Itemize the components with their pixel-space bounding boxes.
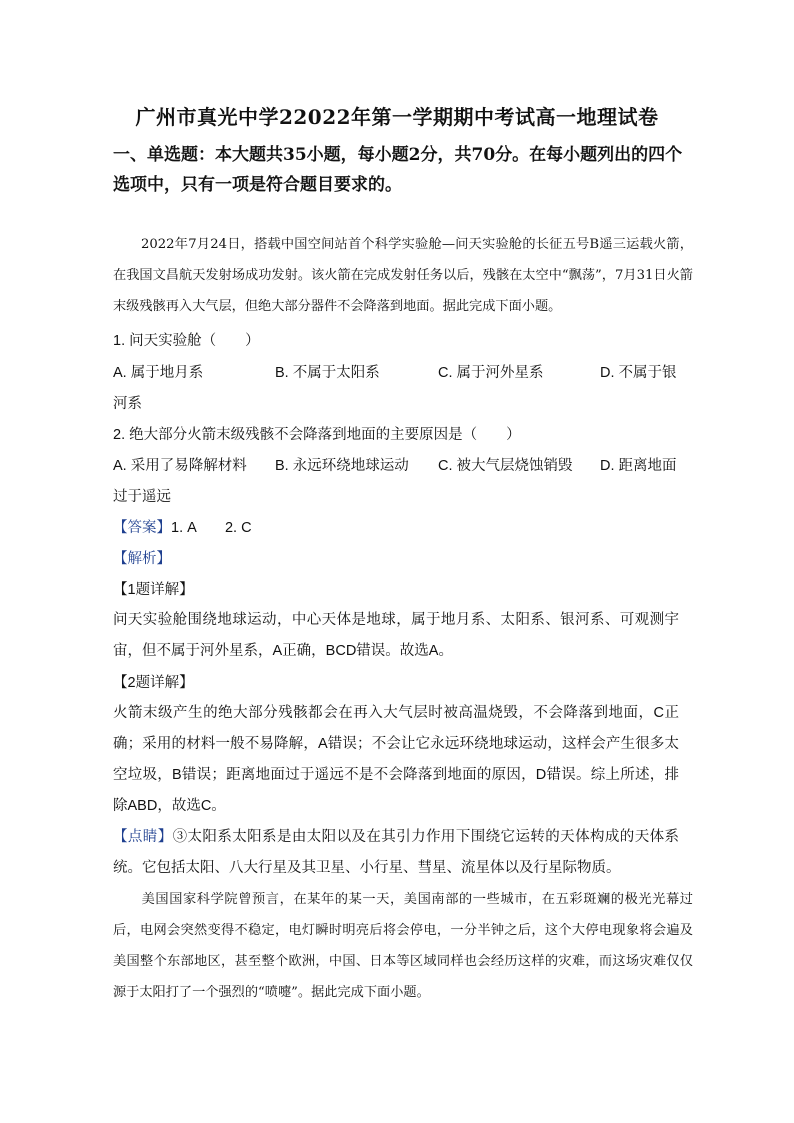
section-heading: 一、单选题：本大题共35小题，每小题2分，共70分。在每小题列出的四个选项中，只有一项是符合题目要求的。 (113, 145, 683, 195)
tip-label: 【点睛】 (113, 829, 173, 845)
detail-1-text: 问天实验舱围绕地球运动，中心天体是地球，属于地月系、太阳系、银河系、可观测宇宙，但不属于河外星系，A正确，BCD错误。故选A。 (113, 612, 679, 659)
question-1-stem: 1. 问天实验舱（ ） (113, 333, 260, 349)
tip-text: ③太阳系太阳系是由太阳以及在其引力作用下围绕它运转的天体构成的天体系统。它包括太阳、八大行星及其卫星、小行星、彗星、流星体以及行星际物质。 (113, 829, 680, 876)
passage-solar-text: 美国国家科学院曾预言，在某年的某一天，美国南部的一些城市，在五彩斑斓的极光光幕过后，电网会突然变得不稳定，电灯瞬时明亮后将会停电，一分半钟之后，这个大停电现象将会遍及美国整个东部地区，甚至整个欧洲，中国、日本等区域同样也会经历这样的灾难，而这场灾难仅仅源于太阳打了一个强烈的“喷嚏”。据此完成下面小题。 (113, 892, 693, 1000)
q2-option-d: D. 距离地面 (600, 458, 677, 474)
tip-paragraph (113, 822, 679, 884)
q1-option-b: B. 不属于太阳系 (275, 365, 380, 381)
q1-option-a: A. 属于地月系 (113, 365, 204, 381)
q2-option-b: B. 永远环绕地球运动 (275, 458, 409, 474)
q1-option-d-wrap: 河系 (113, 396, 142, 412)
q1-option-c: C. 属于河外星系 (438, 365, 544, 381)
exam-title: 广州市真光中学22022年第一学期期中考试高一地理试卷 (135, 105, 659, 129)
analysis-label: 【解析】 (113, 551, 171, 567)
detail-1-label: 【1题详解】 (113, 582, 194, 598)
answer-label: 【答案】 (113, 520, 171, 536)
q2-option-c: C. 被大气层烧蚀销毁 (438, 458, 573, 474)
q2-option-d-wrap: 过于遥远 (113, 489, 171, 505)
passage-rocket-text: 2022年7月24日，搭载中国空间站首个科学实验舱—问天实验舱的长征五号B遥三运载火箭，在我国文昌航天发射场成功发射。该火箭在完成发射任务以后，残骸在太空中“飘荡”，7月31日火箭末级残骸再入大气层，但绝大部分器件不会降落到地面。据此完成下面小题。 (113, 237, 693, 314)
detail-2-label: 【2题详解】 (113, 675, 194, 691)
passage-solar (113, 884, 693, 1008)
q1-option-d: D. 不属于银 (600, 365, 677, 381)
passage-rocket (113, 229, 693, 322)
question-2-stem: 2. 绝大部分火箭末级残骸不会降落到地面的主要原因是（ ） (113, 427, 521, 443)
answer-line (113, 518, 252, 538)
q2-option-a: A. 采用了易降解材料 (113, 458, 247, 474)
detail-2-text: 火箭末级产生的绝大部分残骸都会在再入大气层时被高温烧毁，不会降落到地面，C正确；采用的材料一般不易降解，A错误；不会让它永远环绕地球运动，这样会产生很多太空垃圾，B错误；距离地面过于遥远不是不会降落到地面的原因，D错误。综上所述，排除ABD，故选C。 (113, 705, 679, 814)
answer-text: 1. A 2. C (171, 520, 252, 536)
